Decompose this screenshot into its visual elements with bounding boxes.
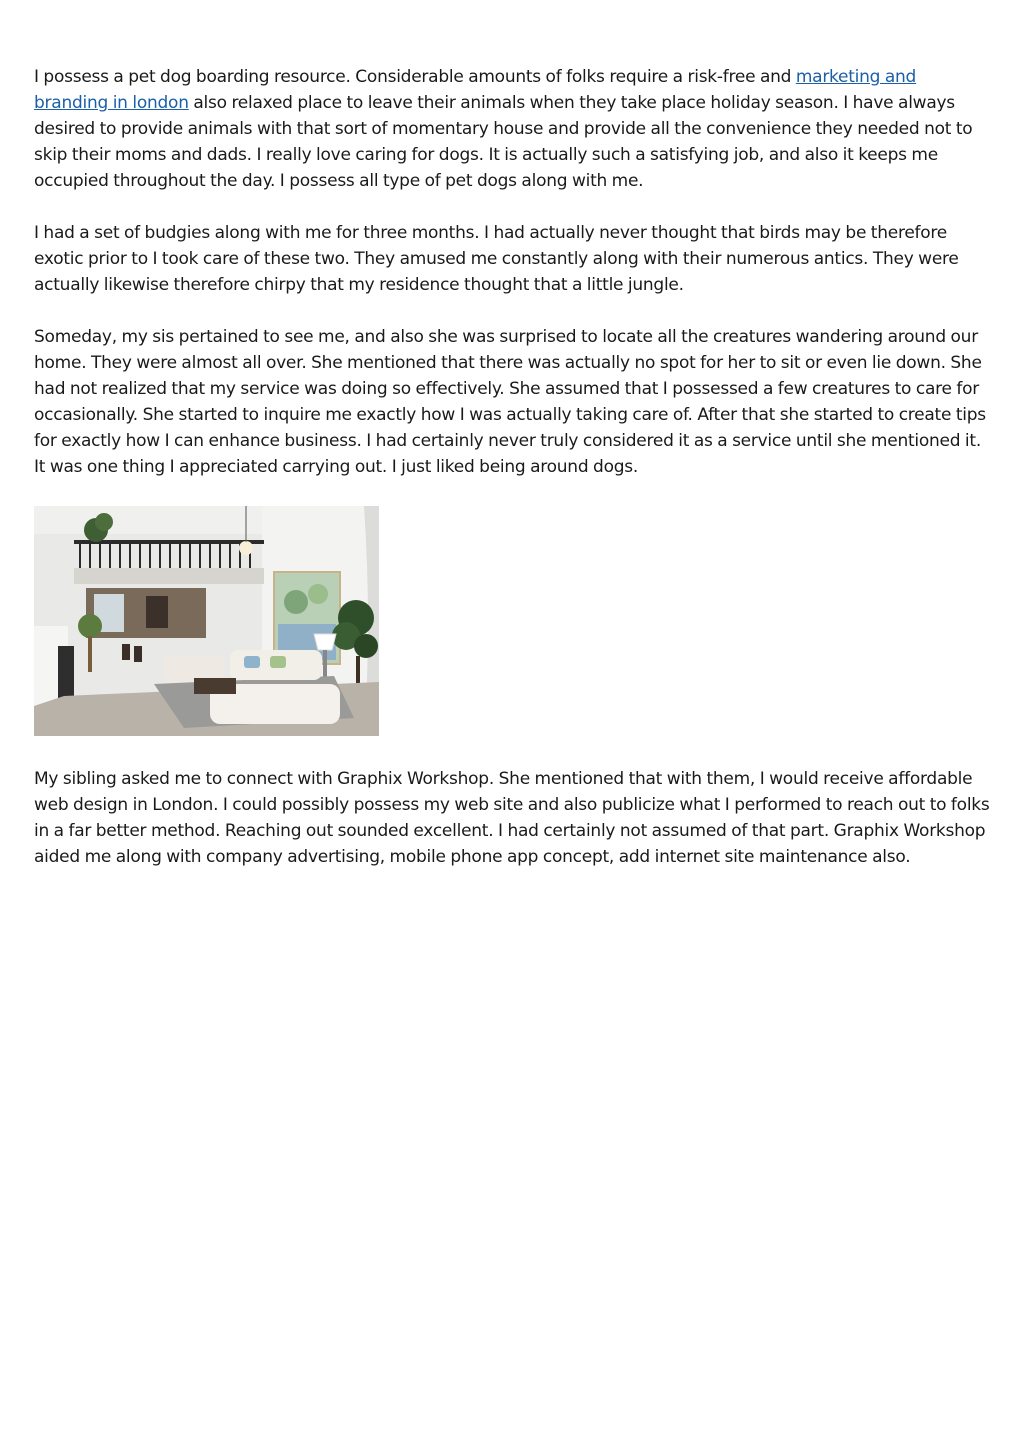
paragraph-intro-text-after: also relaxed place to leave their animals when they take place holiday season. I have always desired to provide animals with that sort of momentary house and provide all the convenience they needed not to skip their moms and dads. I really love caring for dogs. It is actually such a satisfying job, and also it keeps me occupied throughout the day. I possess all type of pet dogs along with me. (34, 93, 973, 191)
document-page (34, 64, 994, 896)
marketing-branding-link[interactable]: marketing and branding in london (34, 67, 917, 113)
paragraph-intro (34, 64, 994, 194)
paragraph-budgies: I had a set of budgies along with me for three months. I had actually never thought that birds may be therefore exotic prior to I took care of these two. They amused me constantly along with their numerous antics. They were actually likewise therefore chirpy that my residence thought that a little jungle. (34, 223, 959, 295)
paragraph-graphix: My sibling asked me to connect with Graphix Workshop. She mentioned that with them, I would receive affordable web design in London. I could possibly possess my web site and also publicize what I performed to reach out to folks in a far better method. Reaching out sounded excellent. I had certainly not assumed of that part. Graphix Workshop aided me along with company advertising, mobile phone app concept, add internet site maintenance also. (34, 769, 990, 867)
paragraph-sister-visit: Someday, my sis pertained to see me, and also she was surprised to locate all the creatures wandering around our home. They were almost all over. She mentioned that there was actually no spot for her to sit or even lie down. She had not realized that my service was doing so effectively. She assumed that I possessed a few creatures to care for occasionally. She started to inquire me exactly how I was actually taking care of. After that she started to create tips for exactly how I can enhance business. I had certainly never truly considered it as a service until she mentioned it. It was one thing I appreciated carrying out. I just liked being around dogs. (34, 327, 986, 477)
paragraph-intro-text-before: I possess a pet dog boarding resource. Considerable amounts of folks require a risk-free and (34, 67, 796, 87)
living-room-photo (34, 506, 379, 736)
